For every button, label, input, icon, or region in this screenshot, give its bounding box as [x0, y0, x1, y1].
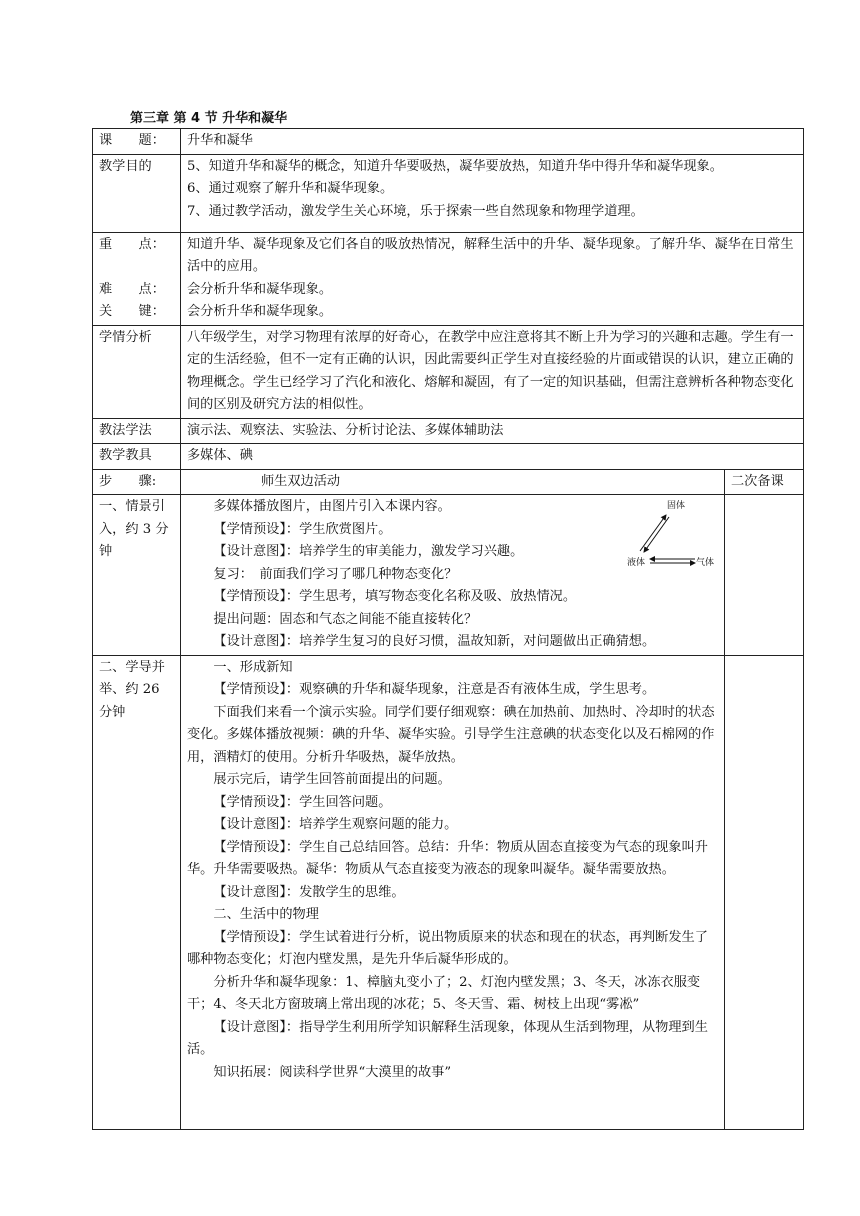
step2-content: [181, 655, 725, 1129]
step-header: 步 骤:: [93, 469, 181, 495]
step1-line: 【学情预设】：学生思考，填写物态变化名称及吸、放热情况。: [213, 589, 577, 604]
step2-label: 二、学导并举、约 26 分钟: [93, 655, 181, 1129]
step2-second-prep: [725, 655, 804, 1129]
step2-para: 分析升华和凝华现象：1、樟脑丸变小了；2、灯泡内壁发黑；3、冬天，冰冻衣服变干；4、冬天北方窗玻璃上常出现的冰花；5、冬天雪、霜、树枝上出现“雾凇”: [187, 974, 701, 1012]
step2-para: 展示完后，请学生回答前面提出的问题。: [213, 772, 451, 787]
methods-value: 演示法、观察法、实验法、分析讨论法、多媒体辅助法: [181, 418, 804, 444]
step2-para: 【设计意图】：发散学生的思维。: [213, 884, 405, 900]
arrow-liquid-to-solid: [640, 515, 666, 551]
step1-label: 一、情景引入，约 3 分钟: [93, 495, 181, 656]
step2-para: 【学情预设】：学生试着进行分析，说出物质原来的状态和现在的状态，再判断发生了哪种物态变化；灯泡内壁发黑，是先升华后凝华形成的。: [187, 929, 708, 967]
row-goals: [93, 154, 804, 232]
step2-para: 【学情预设】：学生自己总结回答。总结：升华：物质从固态直接变为气态的现象叫升华。升华需要吸热。凝华：物质从气态直接变为液态的现象叫凝华。凝华需要放热。: [187, 839, 708, 877]
step2-para: 知识拓展：阅读科学世界“大漠里的故事”: [213, 1064, 452, 1080]
key-values-cell: [181, 232, 804, 325]
step1-line: 提出问题：固态和气态之间能不能直接转化？: [213, 611, 478, 627]
activity-header-text: 师生双边活动: [261, 473, 341, 489]
gas-label: 气体: [696, 558, 715, 568]
difficulty-label: 难 点：: [99, 281, 165, 297]
step1-line: 复习： 前面我们学习了哪几种物态变化？: [213, 566, 458, 582]
analysis-text: 八年级学生，对学习物理有浓厚的好奇心，在教学中应注意将其不断上升为学习的兴趣和志趣。学生有一定的生活经验，但不一定有正确的认识，因此需要纠正学生对直接经验的片面或错误的认识，建立正确的物理概念。学生已经学习了汽化和液化、熔解和凝固，有了一定的知识基础，但需注意辨析各种物态变化间的区别及研究方法的相似性。: [181, 325, 804, 418]
row-tools: [93, 444, 804, 470]
step2-para: 一、形成新知: [213, 659, 293, 675]
topic-value: 升华和凝华: [181, 129, 804, 155]
row-topic: [93, 129, 804, 155]
key-label: 重 点：: [99, 236, 165, 252]
row-analysis: [93, 325, 804, 418]
step1-line: 【学情预设】：学生欣赏图片。: [213, 521, 392, 537]
row-header: [93, 469, 804, 495]
arrow-solid-to-liquid: [644, 517, 669, 552]
step1-line: 【设计意图】：培养学生复习的良好习惯，温故知新，对问题做出正确猜想。: [213, 634, 656, 649]
analysis-label: 学情分析: [93, 325, 181, 418]
tools-value: 多媒体、碘: [181, 444, 804, 470]
page-title: 第三章 第 4 节 升华和凝华: [130, 111, 288, 126]
difficulty-text: 会分析升华和凝华现象。: [187, 281, 333, 297]
lesson-plan-table: [92, 128, 804, 1130]
key-text: 知道升华、凝华现象及它们各自的吸放热情况，解释生活中的升华、凝华现象。了解升华、凝华在日常生活中的应用。: [187, 236, 794, 274]
solid-label: 固体: [667, 501, 686, 511]
step2-para: 二、生活中的物理: [213, 907, 319, 922]
key-labels-cell: [93, 232, 181, 325]
step2-para: 【设计意图】：指导学生利用所学知识解释生活现象，体现从生活到物理，从物理到生活。: [187, 1019, 708, 1057]
row-methods: [93, 418, 804, 444]
row-step1: [93, 495, 804, 656]
tools-label: 教学教具: [93, 444, 181, 470]
state-change-diagram: [626, 497, 721, 578]
goal-line: 7、通过教学活动，激发学生关心环境，乐于探索一些自然现象和物理学道理。: [187, 203, 644, 219]
step1-line: 多媒体播放图片，由图片引入本课内容。: [213, 499, 451, 514]
goal-line: 5、知道升华和凝华的概念，知道升华要吸热，凝华要放热，知道升华中得升华和凝华现象。: [187, 158, 723, 174]
methods-label: 教法学法: [93, 418, 181, 444]
step1-line: 【设计意图】：培养学生的审美能力，激发学习兴趣。: [213, 544, 524, 559]
step1-content: [181, 495, 725, 656]
step2-para: 【学情预设】：学生回答问题。: [213, 794, 392, 810]
step2-para: 下面我们来看一个演示实验。同学们要仔细观察：碘在加热前、加热时、冷却时的状态变化。多媒体播放视频：碘的升华、凝华实验。引导学生注意碘的状态变化以及石棉网的作用，酒精灯的使用。分析升华吸热，凝华放热。: [187, 704, 715, 765]
goals-label: 教学目的: [93, 154, 181, 232]
crux-text: 会分析升华和凝华现象。: [187, 304, 333, 319]
step2-para: 【学情预设】：观察碘的升华和凝华现象，注意是否有液体生成，学生思考。: [213, 682, 656, 697]
step1-second-prep: [725, 495, 804, 656]
second-prep-header: 二次备课: [725, 469, 804, 495]
goals-cell: [181, 154, 804, 232]
step2-para: 【设计意图】：培养学生观察问题的能力。: [213, 817, 458, 832]
liquid-label: 液体: [627, 558, 646, 568]
topic-label: 课 题：: [93, 129, 181, 155]
goal-line: 6、通过观察了解升华和凝华现象。: [187, 181, 394, 196]
activity-header: [181, 469, 725, 495]
crux-label: 关 键：: [99, 304, 165, 319]
row-step2: [93, 655, 804, 1129]
row-key-points: [93, 232, 804, 325]
